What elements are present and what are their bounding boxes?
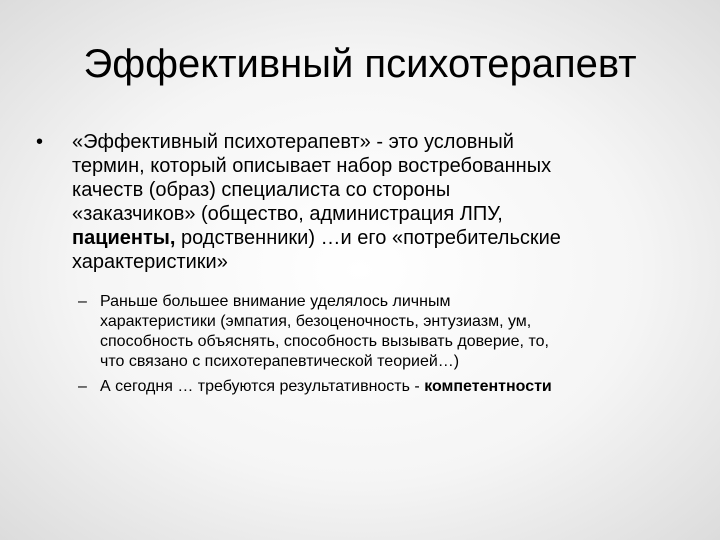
dash-icon: – <box>78 378 87 395</box>
main-bullet <box>36 130 676 274</box>
bullet-dot-icon: • <box>36 131 44 153</box>
bullet-line: «заказчиков» (общество, администрация ЛПУ, <box>72 203 503 225</box>
bold-text: компетентности <box>424 378 552 395</box>
bullet-line <box>72 226 676 250</box>
slide-title: Эффективный психотерапевт <box>83 42 637 86</box>
sub-bullet-list <box>78 292 698 402</box>
sub-bullet-line: способность объяснять, способность вызывать доверие, то, <box>100 333 549 350</box>
sub-bullet-item <box>78 377 698 397</box>
main-bullet-item <box>36 130 676 274</box>
bullet-line: «Эффективный психотерапевт» - это условный <box>72 131 514 153</box>
dash-icon: – <box>78 293 87 310</box>
bullet-text: родственники) …и его «потребительские <box>175 227 561 249</box>
sub-bullet-line: что связано с психотерапевтической теорией…) <box>100 353 460 370</box>
sub-bullet-item <box>78 292 698 372</box>
sub-bullet-line: характеристики (эмпатия, безоценочность, энтузиазм, ум, <box>100 313 532 330</box>
bold-text: пациенты, <box>72 227 176 249</box>
bullet-line: характеристики» <box>72 251 228 273</box>
sub-bullet-text: А сегодня … требуются результативность - <box>100 378 425 395</box>
bullet-line: термин, который описывает набор востребованных <box>72 155 552 177</box>
sub-bullet-line: Раньше большее внимание уделялось личным <box>100 293 451 310</box>
sub-bullet-line <box>100 377 698 397</box>
bullet-line: качеств (образ) специалиста со стороны <box>72 179 451 201</box>
